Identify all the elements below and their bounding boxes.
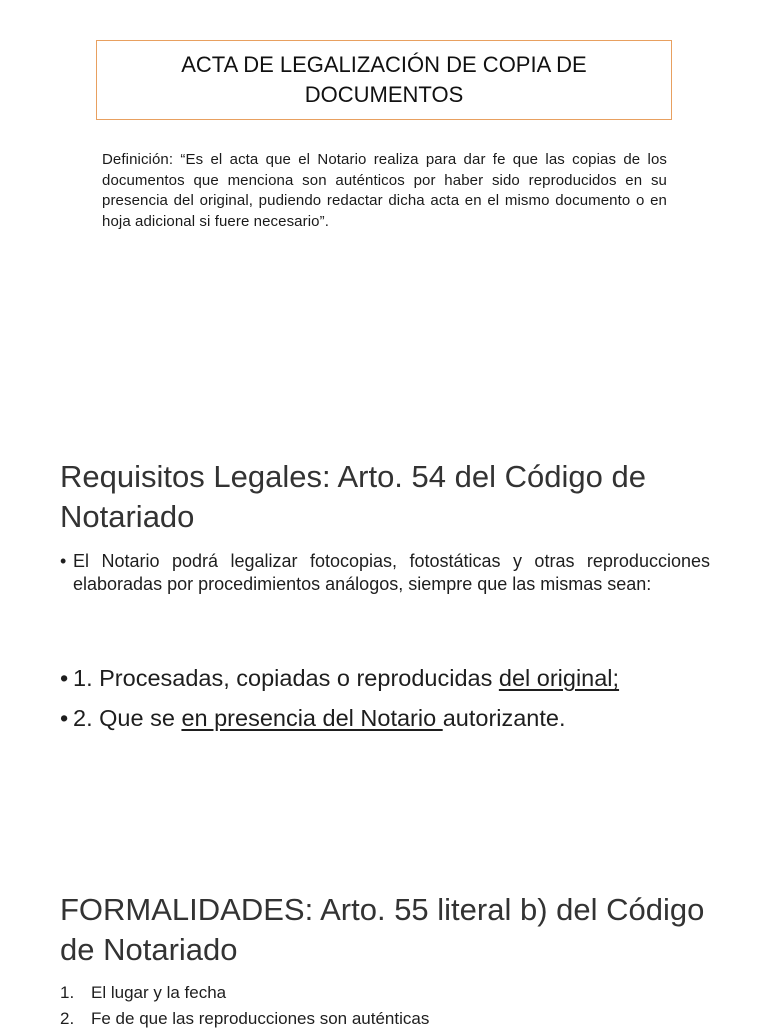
formalidades-heading: FORMALIDADES: Arto. 55 literal b) del Código de Notariado — [60, 892, 705, 967]
requisito-item-1-text: 1. Procesadas, copiadas o reproducidas — [73, 665, 499, 691]
list-item — [60, 1006, 740, 1032]
definition-paragraph: Definición: “Es el acta que el Notario realiza para dar fe que las copias de los documentos que menciona son auténticos por haber sido reproducidos en su presencia del original, pudiendo redactar dicha acta en el mismo documento o en hoja adicional si fuere necesario”. — [102, 151, 667, 230]
requisitos-paragraph — [60, 550, 710, 596]
requisito-item-2 — [60, 703, 740, 733]
list-item-text: Fe de que las reproducciones son auténticas — [91, 1009, 430, 1028]
requisito-item-1 — [60, 663, 740, 693]
bullet-icon: • — [60, 665, 69, 691]
list-item-number: 1. — [60, 983, 75, 1002]
requisitos-paragraph-text: El Notario podrá legalizar fotocopias, fotostáticas y otras reproducciones elaboradas por procedimientos análogos, siempre que las mismas sean: — [73, 551, 710, 594]
requisito-item-1-underlined: del original; — [498, 665, 620, 691]
requisito-item-2-text: 2. Que se — [73, 705, 182, 731]
title-box — [96, 40, 672, 120]
document-title-line-2: DOCUMENTOS — [304, 82, 464, 107]
list-item — [60, 980, 740, 1006]
bullet-icon: • — [60, 705, 69, 731]
requisito-item-2-suffix: autorizante. — [442, 705, 566, 731]
requisitos-heading: Requisitos Legales: Arto. 54 del Código de Notariado — [60, 459, 646, 534]
list-item-text: El lugar y la fecha — [91, 983, 227, 1002]
bullet-icon: • — [60, 551, 67, 571]
requisito-item-2-underlined: en presencia del Notario — [181, 705, 443, 731]
list-item-number: 2. — [60, 1009, 75, 1028]
document-title-line-1: ACTA DE LEGALIZACIÓN DE COPIA DE — [181, 52, 587, 77]
formalidades-list — [60, 980, 740, 1032]
